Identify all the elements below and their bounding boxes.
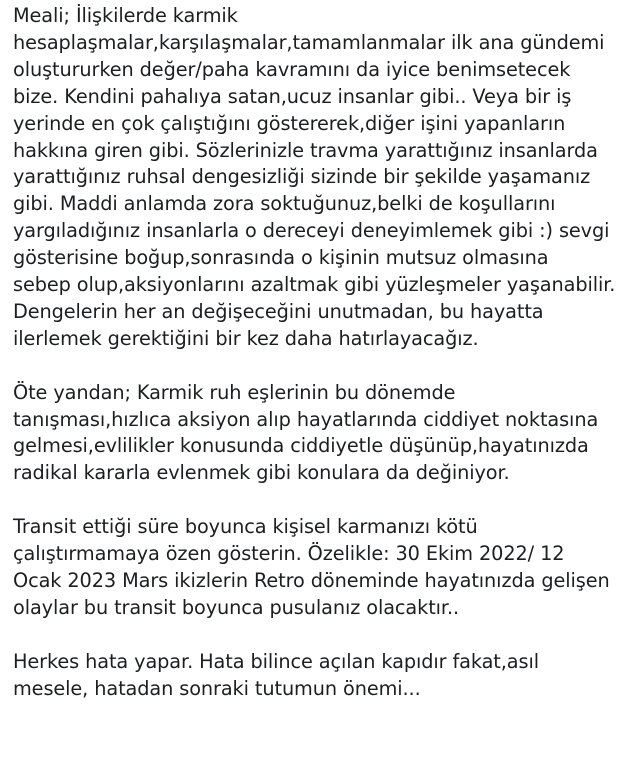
post-text [13, 3, 639, 703]
text-line: radikal kararla evlenmek gibi konulara da değiniyor. [13, 461, 510, 485]
paragraph-transit [13, 514, 639, 622]
paragraph-spacer [13, 622, 639, 649]
paragraph-spacer [13, 353, 639, 380]
text-line: mesele, hatadan sonraki tutumun önemi... [13, 676, 421, 700]
text-line: Herkes hata yapar. Hata bilince açılan kapıdır fakat,asıl [13, 649, 539, 673]
text-line: oluştururken değer/paha kavramını da iyice benimsetecek [13, 57, 571, 81]
text-line: yargıladığınız insanlarla o dereceyi deneyimlemek gibi :) sevgi [13, 219, 610, 243]
text-line: Dengelerin her an değişeceğini unutmadan, bu hayatta [13, 299, 544, 323]
text-line: Öte yandan; Karmik ruh eşlerinin bu dönemde [13, 380, 456, 404]
text-line: yerinde en çok çalıştığını göstererek,diğer işini yapanların [13, 111, 566, 135]
text-line: bize. Kendini pahalıya satan,ucuz insanlar gibi.. Veya bir iş [13, 84, 572, 108]
text-line: Transit ettiği süre boyunca kişisel karmanızı kötü [13, 515, 478, 539]
text-line: hesaplaşmalar,karşılaşmalar,tamamlanmalar ilk ana gündemi [13, 30, 605, 54]
paragraph-karmic-soulmates [13, 380, 639, 488]
text-line: Ocak 2023 Mars ikizlerin Retro döneminde hayatınızda gelişen [13, 569, 610, 592]
text-line: hakkına giren gibi. Sözlerinizle travma yarattığınız insanlarda [13, 138, 598, 162]
text-line: ilerlemek gerektiğini bir kez daha hatırlayacağız. [13, 326, 479, 350]
text-line: Meali; İlişkilerde karmik [13, 4, 238, 27]
text-line: çalıştırmamaya özen gösterin. Özelikle: 30 Ekim 2022/ 12 [13, 542, 565, 566]
text-line: gösterisine boğup,sonrasında o kişinin mutsuz olmasına [13, 246, 549, 270]
text-line: gelmesi,evlilikler konusunda ciddiyetle düşünüp,hayatınızda [13, 434, 589, 458]
paragraph-spacer [13, 487, 639, 514]
text-line: sebep olup,aksiyonlarını azaltmak gibi yüzleşmeler yaşanabilir. [13, 273, 616, 297]
text-line: yarattığınız ruhsal dengesizliği sizinde bir şekilde yaşamanız [13, 165, 591, 189]
text-line: olaylar bu transit boyunca pusulanız olacaktır.. [13, 595, 460, 619]
text-line: gibi. Maddi anlamda zora soktuğunuz,belki de koşullarını [13, 192, 556, 216]
paragraph-mistakes [13, 649, 639, 703]
text-line: tanışması,hızlıca aksiyon alıp hayatlarında ciddiyet noktasına [13, 407, 599, 431]
paragraph-karmic-relationships [13, 3, 639, 353]
